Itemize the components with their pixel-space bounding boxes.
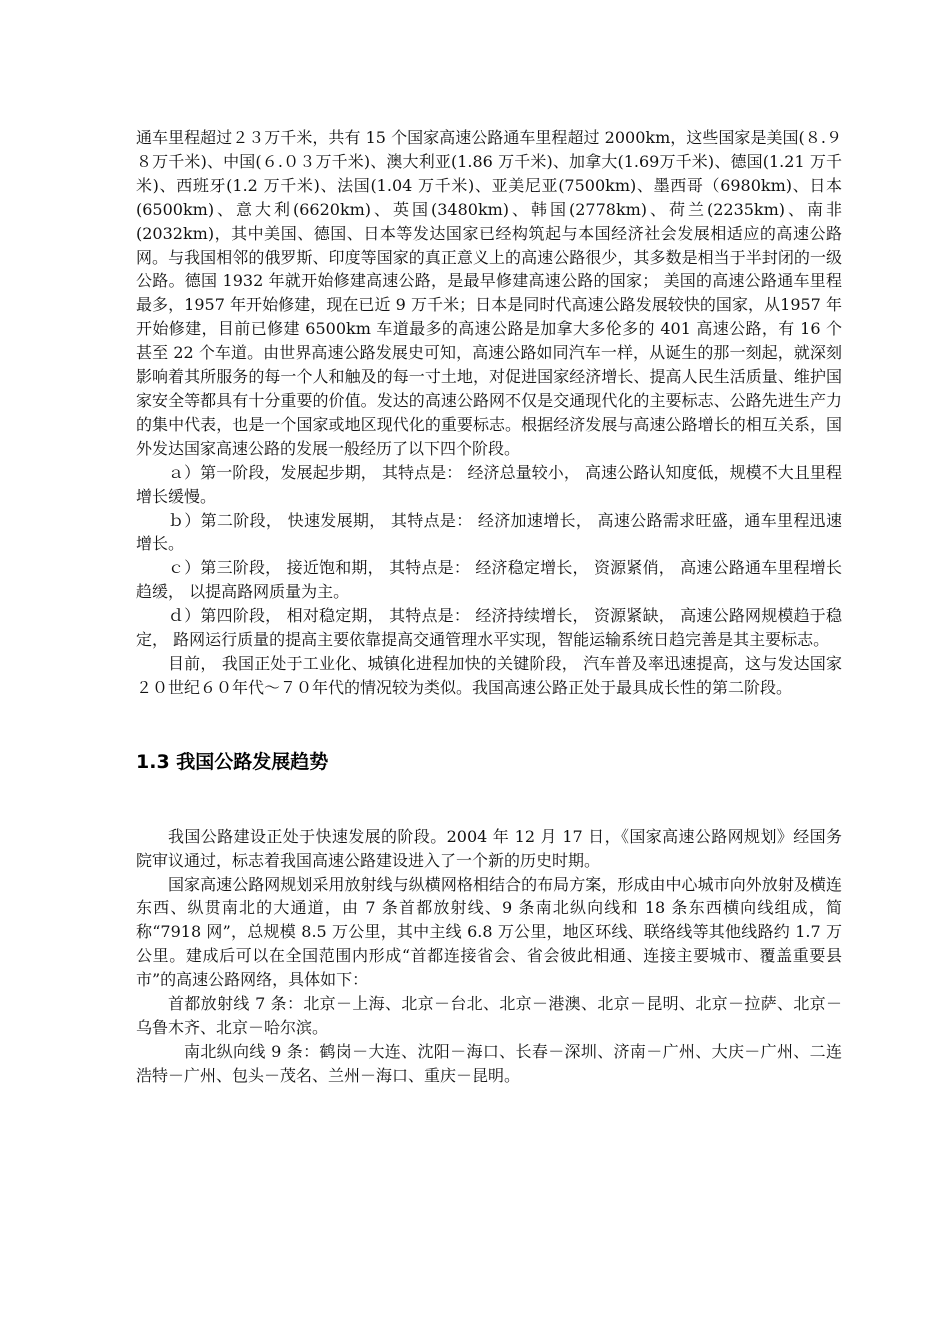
current-situation-paragraph: 目前， 我国正处于工业化、城镇化进程加快的关键阶段， 汽车普及率迅速提高，这与发达国家２０世纪６０年代～７０年代的情况较为类似。我国高速公路正处于最具成长性的第二阶段。 xyxy=(136,653,842,697)
network-layout-paragraph: 国家高速公路网规划采用放射线与纵横网格相结合的布局方案，形成由中心城市向外放射及横连东西、纵贯南北的大通道，由 7 条首都放射线、9 条南北纵向线和 18 条东西横向线组成，简称“7918 网”，总规模 8.5 万公里，其中主线 6.8 万公里，地区环线、联络线等其他线路约 1.7 万公里。建成后可以在全国范围内形成“首都连接省会、省会彼此相通、连接主要城市、覆盖重要县市”的高速公路网络，具体如下： xyxy=(136,874,842,990)
capital-radial-lines-paragraph: 首都放射线 7 条：北京－上海、北京－台北、北京－港澳、北京－昆明、北京－拉萨、北京－乌鲁木齐、北京－哈尔滨。 xyxy=(136,994,842,1037)
stage-d-paragraph: ｄ）第四阶段， 相对稳定期， 其特点是： 经济持续增长， 资源紧缺， 高速公路网规模趋于稳定， 路网运行质量的提高主要依靠提高交通管理水平实现，智能运输系统日趋完善是其主要标志。 xyxy=(136,606,842,650)
section-heading: 1.3 我国公路发展趋势 xyxy=(136,750,329,773)
document-page xyxy=(136,126,842,1088)
stage-a-paragraph: ａ）第一阶段，发展起步期， 其特点是： 经济总量较小， 高速公路认知度低，规模不大且里程增长缓慢。 xyxy=(136,462,842,506)
stage-c-paragraph: ｃ）第三阶段， 接近饱和期， 其特点是： 经济稳定增长， 资源紧俏， 高速公路通车里程增长趋缓， 以提高路网质量为主。 xyxy=(136,558,842,602)
planning-approval-paragraph: 我国公路建设正处于快速发展的阶段。2004 年 12 月 17 日，《国家高速公路网规划》经国务院审议通过，标志着我国高速公路建设进入了一个新的历史时期。 xyxy=(136,826,842,870)
intro-paragraph: 通车里程超过２３万千米，共有 15 个国家高速公路通车里程超过 2000km，这些国家是美国(８.９８万千米)、中国(６.０３万千米)、澳大利亚(1.86 万千米)、加拿大(1.69万千米)、德国(1.21 万千米)、西班牙(1.2 万千米)、法国(1.04 万千米)、亚美尼亚(7500km)、墨西哥（6980km)、日本(6500km)、意大利(6620km)、英国(3480km)、韩国(2778km)、荷兰(2235km)、南非(2032km)，其中美国、德国、日本等发达国家已经构筑起与本国经济社会发展相适应的高速公路网。与我国相邻的俄罗斯、印度等国家的真正意义上的高速公路很少，其多数是相当于半封闭的一级公路。德国 1932 年就开始修建高速公路，是最早修建高速公路的国家； 美国的高速公路通车里程最多，1957 年开始修建，现在已近 9 万千米；日本是同时代高速公路发展较快的国家，从1957 年开始修建，目前已修建 6500km 车道最多的高速公路是加拿大多伦多的 401 高速公路，有 16 个甚至 22 个车道。由世界高速公路发展史可知，高速公路如同汽车一样，从诞生的那一刻起，就深刻影响着其所服务的每一个人和触及的每一寸土地，对促进国家经济增长、提高人民生活质量、维护国家安全等都具有十分重要的价值。发达的高速公路网不仅是交通现代化的主要标志、公路先进生产力的集中代表，也是一个国家或地区现代化的重要标志。根据经济发展与高速公路增长的相互关系，国外发达国家高速公路的发展一般经历了以下四个阶段。 xyxy=(136,128,842,458)
north-south-lines-paragraph: 南北纵向线 9 条：鹤岗－大连、沈阳－海口、长春－深圳、济南－广州、大庆－广州、二连浩特－广州、包头－茂名、兰州－海口、重庆－昆明。 xyxy=(136,1041,842,1085)
stage-b-paragraph: ｂ）第二阶段， 快速发展期， 其特点是： 经济加速增长， 高速公路需求旺盛，通车里程迅速增长。 xyxy=(136,510,842,554)
